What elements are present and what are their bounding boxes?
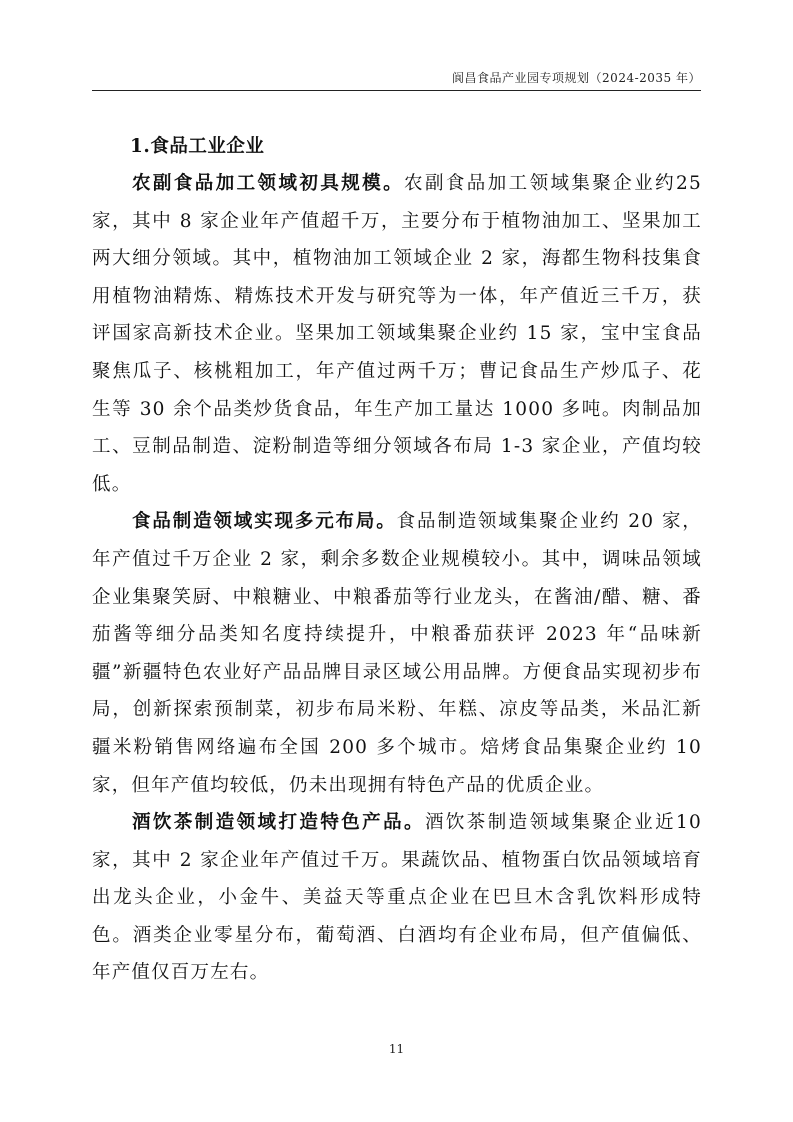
paragraph-body: 酒饮茶制造领域集聚企业近10 家，其中 2 家企业年产值过千万。果蔬饮品、植物蛋白饮品领域培育出龙头企业，小金牛、美益天等重点企业在巴旦木含乳饮料形成特色。酒类企业零星分布，葡萄酒、白酒均有企业布局，但产值偏低、年产值仅百万左右。 [92, 812, 702, 984]
document-body [92, 128, 702, 992]
paragraph-beverage-manufacturing [92, 804, 702, 992]
paragraph-lead: 酒饮茶制造领域打造特色产品。 [132, 812, 425, 834]
page-footer [0, 1042, 793, 1056]
paragraph-body: 农副食品加工领域集聚企业约25 家，其中 8 家企业年产值超千万，主要分布于植物油加工、坚果加工两大细分领域。其中，植物油加工领域企业 2 家，海都生物科技集食用植物油精炼、精炼技术开发与研究等为一体，年产值近三千万，获评国家高新技术企业。坚果加工领域集聚企业约 15 家，宝中宝食品聚焦瓜子、核桃粗加工，年产值过两千万；曹记食品生产炒瓜子、花生等 30 余个品类炒货食品，年生产加工量达 1000 多吨。肉制品加工、豆制品制造、淀粉制造等细分领域各布局 1-3 家企业，产值均较低。 [92, 173, 702, 495]
paragraph-lead: 农副食品加工领域初具规模。 [132, 173, 405, 194]
paragraph-agri-processing [92, 165, 702, 503]
paragraph-body: 食品制造领域集聚企业约 20 家，年产值过千万企业 2 家，剩余多数企业规模较小。其中，调味品领域企业集聚笑厨、中粮糖业、中粮番茄等行业龙头，在酱油/醋、糖、番茄酱等细分品类知名度持续提升，中粮番茄获评 2023 年“品味新疆”新疆特色农业好产品品牌目录区域公用品牌。方便食品实现初步布局，创新探索预制菜，初步布局米粉、年糕、凉皮等品类，米品汇新疆米粉销售网络遍布全国 200 多个城市。焙烤食品集聚企业约 10 家，但年产值均较低，仍未出现拥有特色产品的优质企业。 [92, 511, 702, 796]
page-number: 11 [388, 1042, 405, 1056]
page-header [92, 70, 701, 91]
header-title: 阆昌食品产业园专项规划（2024-2035 年） [452, 71, 701, 85]
paragraph-lead: 食品制造领域实现多元布局。 [132, 511, 397, 533]
paragraph-food-manufacturing [92, 503, 702, 804]
section-title: 1.食品工业企业 [130, 136, 265, 157]
